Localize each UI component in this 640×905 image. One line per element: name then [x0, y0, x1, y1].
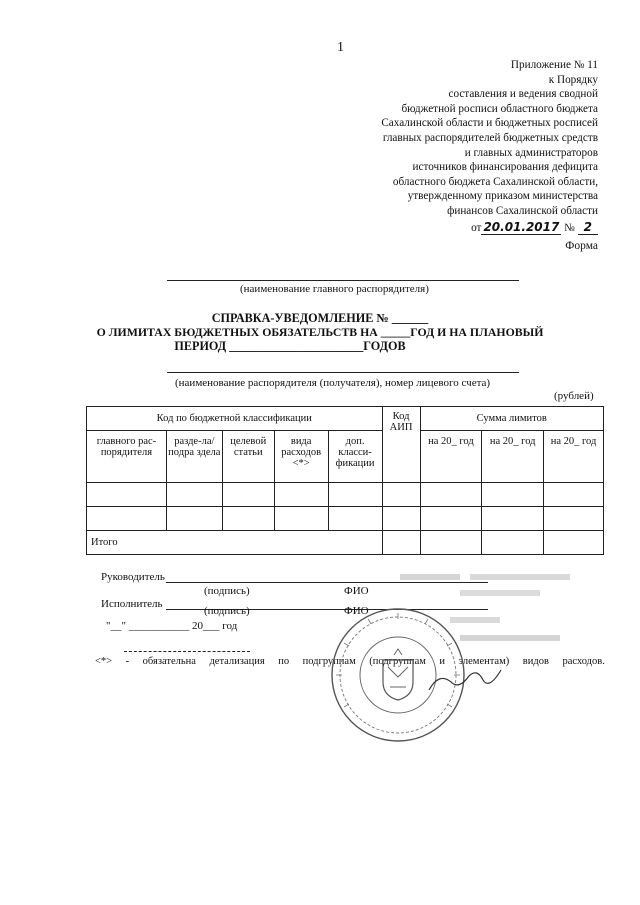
total-row [87, 531, 604, 555]
title-line-2: О ЛИМИТАХ БЮДЖЕТНЫХ ОБЯЗАТЕЛЬСТВ НА _____ГОД И НА ПЛАНОВЫЙ [96, 325, 544, 339]
appendix-line: бюджетной росписи областного бюджета [401, 102, 598, 115]
col-year-3: на 20_ год [544, 431, 604, 483]
recipient-caption: (наименование распорядителя (получателя), номер лицевого счета) [175, 377, 491, 389]
col-expense-type: вида расходов <*> [274, 431, 328, 483]
appendix-line: источников финансирования дефицита [412, 161, 598, 174]
appendix-line: составления и ведения сводной [448, 88, 598, 101]
appendix-line: к Порядку [548, 73, 598, 86]
col-year-2: на 20_ год [482, 431, 544, 483]
col-main-distributor: главного рас-порядителя [87, 431, 167, 483]
head-signature-caption: (подпись) [204, 585, 250, 597]
page-number: 1 [337, 40, 344, 55]
main-distributor-line [167, 280, 519, 281]
appendix-line: финансов Сахалинской области [447, 204, 598, 217]
col-target-article: целевой статьи [222, 431, 274, 483]
executor-fio-caption: ФИО [344, 605, 369, 617]
executor-label: Исполнитель [101, 598, 163, 610]
head-fio-caption: ФИО [344, 585, 369, 597]
footnote: <*> - обязательна детализация по подгруппам (подгруппам и элементам) видов расходов. [95, 656, 605, 667]
header-aip: Код АИП [382, 407, 420, 483]
appendix-line: Сахалинской области и бюджетных росписей [381, 117, 598, 130]
header-budget-classification: Код по бюджетной классификации [87, 407, 383, 431]
col-section: разде-ла/подра здела [166, 431, 222, 483]
title-line-1: СПРАВКА-УВЕДОМЛЕНИЕ № ______ [211, 311, 429, 325]
order-line [298, 220, 598, 236]
limits-table [86, 406, 604, 555]
appendix-line: Приложение № 11 [510, 59, 598, 71]
footnote-marker: <*> [95, 656, 113, 667]
order-number: 2 [578, 220, 598, 235]
appendix-line: и главных администраторов [464, 146, 598, 159]
total-label: Итого [87, 531, 383, 555]
appendix-line: утвержденному приказом министерства [407, 190, 598, 203]
appendix-block [298, 58, 598, 235]
col-extra-classification: доп. класси-фикации [328, 431, 382, 483]
main-distributor-caption: (наименование главного распорядителя) [240, 283, 429, 295]
units-label: (рублей) [554, 390, 594, 402]
order-number-label: № [564, 221, 575, 234]
head-label: Руководитель [101, 571, 165, 583]
table-row [87, 483, 604, 507]
order-date: 20.01.2017 [483, 219, 560, 234]
col-year-1: на 20_ год [420, 431, 482, 483]
form-label: Форма [565, 240, 598, 252]
header-sum-limits: Сумма лимитов [420, 407, 604, 431]
date-line: "__" ___________ 20___ год [106, 620, 238, 632]
recipient-line [167, 372, 519, 373]
appendix-line: главных распорядителей бюджетных средств [382, 131, 598, 144]
order-prefix: от [471, 221, 482, 234]
faded-stamp-text [400, 570, 580, 610]
footnote-separator [124, 651, 250, 652]
signature-scribble [425, 668, 505, 698]
appendix-line: областного бюджета Сахалинской области, [392, 175, 598, 188]
faded-stamp-text-2 [450, 615, 570, 655]
table-row [87, 507, 604, 531]
executor-signature-caption: (подпись) [204, 605, 250, 617]
title-line-3: ПЕРИОД ______________________ГОДОВ [174, 339, 406, 353]
